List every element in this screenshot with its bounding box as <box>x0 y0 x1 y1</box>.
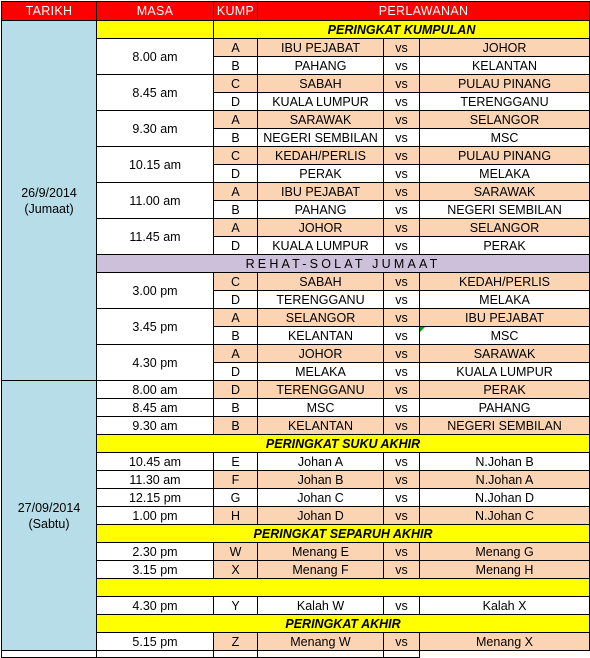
vs-label: vs <box>384 381 420 399</box>
home-team: IBU PEJABAT <box>258 39 384 57</box>
group-cell: D <box>214 165 258 183</box>
vs-label: vs <box>384 543 420 561</box>
group-cell: A <box>214 111 258 129</box>
vs-label: vs <box>384 39 420 57</box>
home-team: PERAK <box>258 165 384 183</box>
time-cell: 11.30 am <box>97 471 214 489</box>
group-cell: D <box>214 237 258 255</box>
time-cell: 10.15 am <box>97 147 214 183</box>
time-cell: 11.45 am <box>97 219 214 255</box>
away-team: MELAKA <box>420 165 590 183</box>
home-team: Johan B <box>258 471 384 489</box>
time-cell: 2.30 pm <box>97 543 214 561</box>
away-team: PERAK <box>420 381 590 399</box>
trailing-cell <box>214 651 258 658</box>
home-team: KEDAH/PERLIS <box>258 147 384 165</box>
away-team: PULAU PINANG <box>420 75 590 93</box>
away-team: TERENGGANU <box>420 93 590 111</box>
trailing-cell <box>384 651 420 658</box>
group-cell: C <box>214 147 258 165</box>
home-team: SABAH <box>258 273 384 291</box>
away-team: NEGERI SEMBILAN <box>420 201 590 219</box>
group-cell: A <box>214 345 258 363</box>
away-team: SARAWAK <box>420 183 590 201</box>
time-cell: 8.45 am <box>97 75 214 111</box>
group-cell: B <box>214 327 258 345</box>
date-cell-day2 <box>2 381 97 651</box>
date-text: 27/09/2014 <box>17 500 81 515</box>
group-cell: W <box>214 543 258 561</box>
vs-label: vs <box>384 471 420 489</box>
time-cell: 3.15 pm <box>97 561 214 579</box>
time-cell: 10.45 am <box>97 453 214 471</box>
group-cell: D <box>214 93 258 111</box>
group-cell: B <box>214 399 258 417</box>
time-cell: 8.00 am <box>97 381 214 399</box>
home-team: NEGERI SEMBILAN <box>258 129 384 147</box>
vs-label: vs <box>384 345 420 363</box>
away-team: NEGERI SEMBILAN <box>420 417 590 435</box>
group-cell: G <box>214 489 258 507</box>
stage-label-separuh-akhir: PERINGKAT SEPARUH AKHIR <box>97 525 590 543</box>
home-team: PAHANG <box>258 201 384 219</box>
vs-label: vs <box>384 273 420 291</box>
group-cell: C <box>214 273 258 291</box>
away-team: SELANGOR <box>420 219 590 237</box>
group-cell: D <box>214 363 258 381</box>
away-team: PAHANG <box>420 399 590 417</box>
time-cell: 12.15 pm <box>97 489 214 507</box>
home-team: SARAWAK <box>258 111 384 129</box>
time-cell: 5.15 pm <box>97 633 214 651</box>
home-team: Menang W <box>258 633 384 651</box>
away-team: N.Johan B <box>420 453 590 471</box>
vs-label: vs <box>384 129 420 147</box>
group-cell: Z <box>214 633 258 651</box>
stage-label-akhir: PERINGKAT AKHIR <box>97 615 590 633</box>
away-team: PERAK <box>420 237 590 255</box>
vs-label: vs <box>384 453 420 471</box>
header-perlawanan: PERLAWANAN <box>258 2 590 21</box>
home-team: MELAKA <box>258 363 384 381</box>
vs-label: vs <box>384 561 420 579</box>
home-team: KUALA LUMPUR <box>258 93 384 111</box>
break-label: REHAT-SOLAT JUMAAT <box>97 255 590 273</box>
group-cell: H <box>214 507 258 525</box>
group-cell: A <box>214 39 258 57</box>
home-team: Kalah W <box>258 597 384 615</box>
vs-label: vs <box>384 57 420 75</box>
away-team: N.Johan C <box>420 507 590 525</box>
stage-spacer <box>97 21 214 39</box>
home-team: Menang E <box>258 543 384 561</box>
group-cell: D <box>214 291 258 309</box>
header-masa: MASA <box>97 2 214 21</box>
home-team: Johan C <box>258 489 384 507</box>
day-text: (Jumaat) <box>24 201 74 216</box>
home-team: MSC <box>258 399 384 417</box>
vs-label: vs <box>384 147 420 165</box>
stage-row <box>2 21 590 39</box>
time-cell: 1.00 pm <box>97 507 214 525</box>
group-cell: A <box>214 309 258 327</box>
away-team: MSC <box>420 327 590 345</box>
away-team: Kalah X <box>420 597 590 615</box>
vs-label: vs <box>384 219 420 237</box>
vs-label: vs <box>384 489 420 507</box>
group-cell: D <box>214 381 258 399</box>
home-team: Menang F <box>258 561 384 579</box>
vs-label: vs <box>384 597 420 615</box>
header-row <box>2 2 590 21</box>
time-cell: 8.45 am <box>97 399 214 417</box>
vs-label: vs <box>384 165 420 183</box>
vs-label: vs <box>384 183 420 201</box>
day-text: (Sabtu) <box>28 516 70 531</box>
time-cell: 3.45 pm <box>97 309 214 345</box>
vs-label: vs <box>384 363 420 381</box>
group-cell: B <box>214 129 258 147</box>
header-kump: KUMP <box>214 2 258 21</box>
group-cell: C <box>214 75 258 93</box>
time-cell: 3.00 pm <box>97 273 214 309</box>
away-team: MELAKA <box>420 291 590 309</box>
stage-label-empty <box>97 579 590 597</box>
time-cell: 4.30 pm <box>97 597 214 615</box>
away-team: N.Johan A <box>420 471 590 489</box>
home-team: JOHOR <box>258 345 384 363</box>
group-cell: B <box>214 417 258 435</box>
vs-label: vs <box>384 327 420 345</box>
stage-label-suku-akhir: PERINGKAT SUKU AKHIR <box>97 435 590 453</box>
away-team: KUALA LUMPUR <box>420 363 590 381</box>
group-cell: A <box>214 219 258 237</box>
trailing-row <box>2 651 590 658</box>
group-cell: A <box>214 183 258 201</box>
away-team: KEDAH/PERLIS <box>420 273 590 291</box>
time-cell: 9.30 am <box>97 111 214 147</box>
vs-label: vs <box>384 291 420 309</box>
group-cell: B <box>214 201 258 219</box>
group-cell: B <box>214 57 258 75</box>
trailing-cell <box>258 651 384 658</box>
away-team: JOHOR <box>420 39 590 57</box>
header-tarikh: TARIKH <box>2 2 97 21</box>
home-team: KELANTAN <box>258 417 384 435</box>
vs-label: vs <box>384 201 420 219</box>
vs-label: vs <box>384 75 420 93</box>
vs-label: vs <box>384 111 420 129</box>
away-team: MSC <box>420 129 590 147</box>
date-text: 26/9/2014 <box>21 185 77 200</box>
home-team: SABAH <box>258 75 384 93</box>
home-team: KUALA LUMPUR <box>258 237 384 255</box>
trailing-cell <box>2 651 97 658</box>
time-cell: 9.30 am <box>97 417 214 435</box>
home-team: PAHANG <box>258 57 384 75</box>
group-cell: Y <box>214 597 258 615</box>
vs-label: vs <box>384 309 420 327</box>
home-team: Johan D <box>258 507 384 525</box>
schedule-table <box>1 1 590 658</box>
group-cell: X <box>214 561 258 579</box>
vs-label: vs <box>384 633 420 651</box>
time-cell: 4.30 pm <box>97 345 214 381</box>
away-team: N.Johan D <box>420 489 590 507</box>
vs-label: vs <box>384 417 420 435</box>
away-team: Menang H <box>420 561 590 579</box>
vs-label: vs <box>384 507 420 525</box>
home-team: JOHOR <box>258 219 384 237</box>
home-team: TERENGGANU <box>258 381 384 399</box>
group-cell: E <box>214 453 258 471</box>
home-team: IBU PEJABAT <box>258 183 384 201</box>
home-team: KELANTAN <box>258 327 384 345</box>
home-team: Johan A <box>258 453 384 471</box>
away-team: Menang X <box>420 633 590 651</box>
away-team: KELANTAN <box>420 57 590 75</box>
away-team: SARAWAK <box>420 345 590 363</box>
time-cell: 8.00 am <box>97 39 214 75</box>
away-team: SELANGOR <box>420 111 590 129</box>
trailing-cell <box>97 651 214 658</box>
time-cell: 11.00 am <box>97 183 214 219</box>
away-team: PULAU PINANG <box>420 147 590 165</box>
stage-label-kumpulan: PERINGKAT KUMPULAN <box>214 21 590 39</box>
home-team: SELANGOR <box>258 309 384 327</box>
group-cell: F <box>214 471 258 489</box>
match-row <box>2 381 590 399</box>
home-team: TERENGGANU <box>258 291 384 309</box>
vs-label: vs <box>384 237 420 255</box>
vs-label: vs <box>384 399 420 417</box>
away-team: Menang G <box>420 543 590 561</box>
date-cell-day1 <box>2 21 97 381</box>
vs-label: vs <box>384 93 420 111</box>
away-team: IBU PEJABAT <box>420 309 590 327</box>
